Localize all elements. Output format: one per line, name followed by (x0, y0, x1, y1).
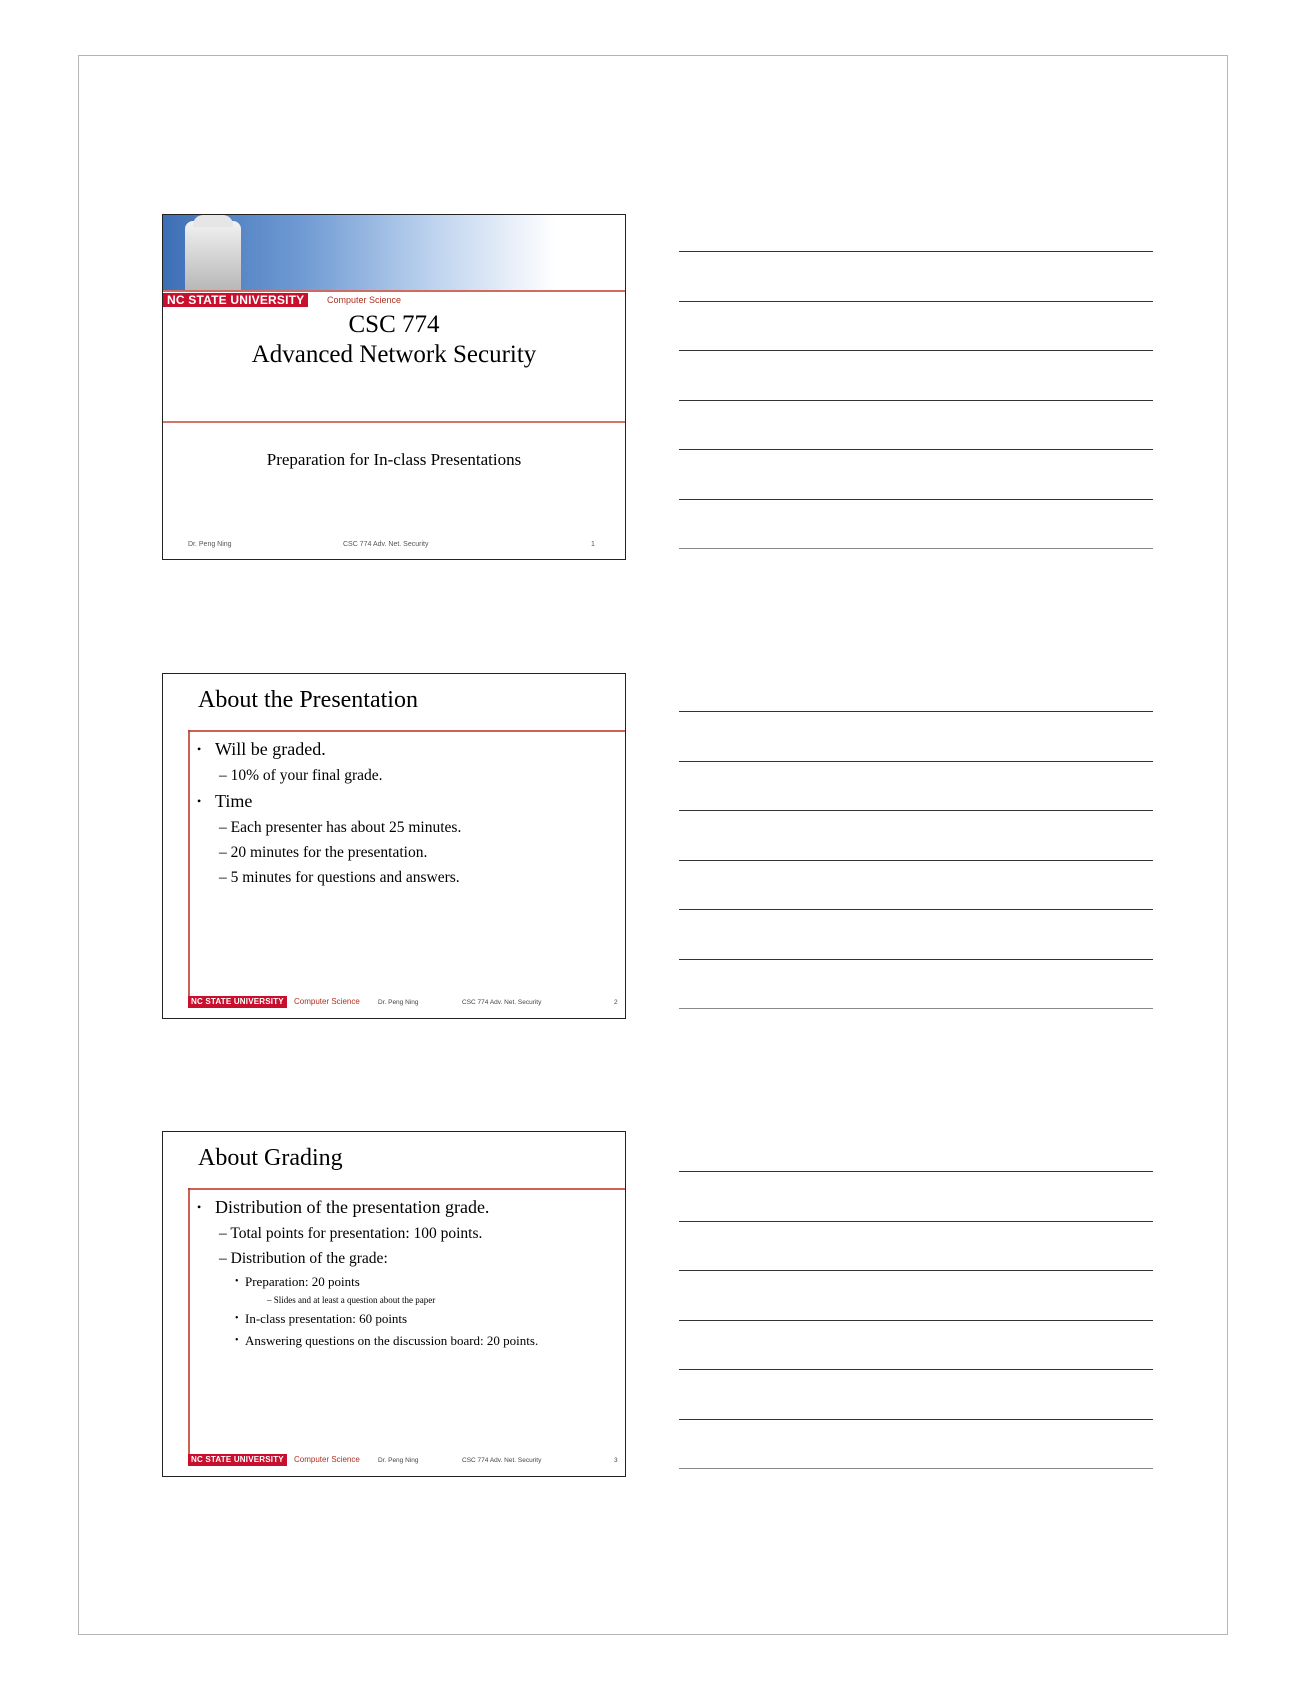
footer-author: Dr. Peng Ning (378, 1457, 419, 1464)
note-line (679, 810, 1153, 811)
slide-body (197, 1194, 617, 1352)
note-line (679, 711, 1153, 712)
slide-body (197, 736, 617, 890)
divider-rule (163, 421, 625, 423)
notes-lines-2 (679, 711, 1153, 1009)
slide-footer (188, 996, 618, 1008)
note-line (679, 301, 1153, 302)
divider-rule (188, 730, 626, 732)
note-line (679, 1221, 1153, 1222)
note-line (679, 761, 1153, 762)
bullet-item: • Preparation: 20 points (197, 1271, 617, 1293)
note-line (679, 400, 1153, 401)
university-logo: NC STATE UNIVERSITY (163, 293, 308, 307)
bell-tower-image (185, 221, 241, 290)
bullet-item: – Each presenter has about 25 minutes. (219, 819, 462, 836)
slide-title: About Grading (198, 1145, 343, 1171)
note-line (679, 860, 1153, 861)
bullet-item: • Will be graded. (197, 736, 617, 763)
divider-rule (188, 730, 190, 1000)
department-label: Computer Science (327, 295, 402, 305)
bullet-item: – Total points for presentation: 100 points. (219, 1225, 483, 1242)
slide-thumbnail-3 (162, 1131, 626, 1477)
note-line (679, 909, 1153, 910)
divider-rule (188, 1188, 626, 1190)
note-line (679, 1468, 1153, 1469)
slide-title-name: Advanced Network Security (251, 341, 537, 368)
bullet-item: – Distribution of the grade: (219, 1250, 388, 1267)
footer-course: CSC 774 Adv. Net. Security (343, 541, 429, 548)
university-logo: NC STATE UNIVERSITY (188, 996, 287, 1008)
footer-course: CSC 774 Adv. Net. Security (462, 999, 542, 1006)
note-line (679, 1369, 1153, 1370)
university-logo: NC STATE UNIVERSITY (188, 1454, 287, 1466)
bell-tower-photo (163, 215, 625, 290)
bullet-item: – 20 minutes for the presentation. (219, 844, 428, 861)
footer-page-number: 1 (591, 541, 595, 548)
notes-lines-1 (679, 251, 1153, 549)
note-line (679, 548, 1153, 549)
footer-page-number: 3 (614, 1457, 618, 1464)
note-line (679, 499, 1153, 500)
slide-title-course: CSC 774 (348, 311, 440, 338)
note-line (679, 1320, 1153, 1321)
note-line (679, 1008, 1153, 1009)
note-line (679, 449, 1153, 450)
slide-thumbnail-1 (162, 214, 626, 560)
note-line (679, 1270, 1153, 1271)
slide-footer (188, 1454, 618, 1466)
bullet-item: – 10% of your final grade. (219, 767, 383, 784)
divider-rule (163, 290, 625, 292)
note-line (679, 1171, 1153, 1172)
note-line (679, 350, 1153, 351)
department-label: Computer Science (294, 1455, 360, 1464)
bullet-item: • Distribution of the presentation grade. (197, 1194, 617, 1221)
divider-rule (188, 1188, 190, 1458)
notes-lines-3 (679, 1171, 1153, 1469)
slide-subtitle: Preparation for In-class Presentations (266, 450, 522, 469)
note-line (679, 959, 1153, 960)
footer-author: Dr. Peng Ning (378, 999, 419, 1006)
bullet-item: – Slides and at least a question about the paper (267, 1295, 436, 1305)
footer-page-number: 2 (614, 999, 618, 1006)
note-line (679, 1419, 1153, 1420)
footer-author: Dr. Peng Ning (188, 541, 232, 548)
footer-course: CSC 774 Adv. Net. Security (462, 1457, 542, 1464)
bullet-item: • Time (197, 788, 617, 815)
slide-title: About the Presentation (198, 687, 418, 713)
note-line (679, 251, 1153, 252)
bullet-item: – 5 minutes for questions and answers. (219, 869, 460, 886)
slide-thumbnail-2 (162, 673, 626, 1019)
bullet-item: • In-class presentation: 60 points (197, 1308, 617, 1330)
bullet-item: • Answering questions on the discussion board: 20 points. (197, 1330, 617, 1352)
department-label: Computer Science (294, 997, 360, 1006)
